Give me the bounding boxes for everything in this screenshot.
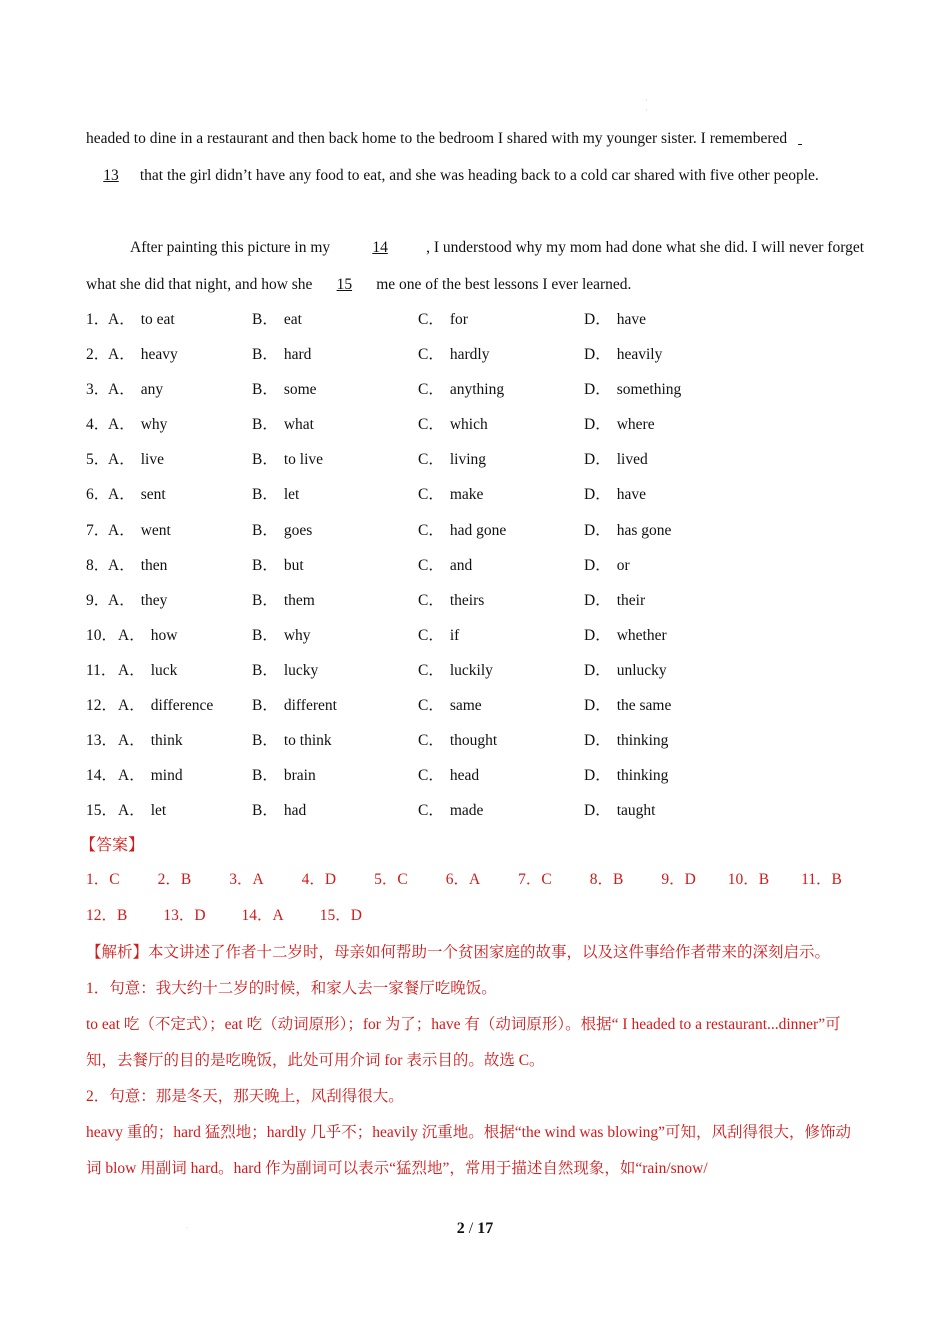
option-text: anything	[449, 381, 505, 399]
option-c	[418, 337, 489, 372]
option-text: luckily	[449, 661, 493, 679]
option-text: what	[283, 416, 314, 434]
option-d	[584, 583, 645, 618]
answer-item: 12．B	[86, 907, 128, 924]
blank-lead	[791, 120, 809, 157]
option-text: let	[283, 486, 300, 504]
option-letter: B．	[252, 346, 278, 364]
question-row	[86, 723, 886, 758]
passage-text: , I understood why my mom had done what she did. I will never forget what she did that night, and how she	[86, 239, 865, 293]
option-text: how	[150, 626, 178, 644]
option-text: the same	[616, 697, 672, 715]
option-text: make	[449, 486, 484, 504]
question-row	[86, 337, 886, 372]
option-a	[108, 407, 167, 442]
explanation-q2-title: 2．句意：那是冬天，那天晚上，风刮得很大。	[86, 1088, 404, 1105]
option-b	[252, 548, 304, 583]
option-text: why	[140, 416, 168, 434]
option-letter: A．	[118, 767, 145, 785]
option-text: for	[449, 311, 468, 328]
answer-item: 11．B	[801, 871, 842, 888]
option-text: heavy	[140, 346, 178, 364]
option-a	[108, 548, 167, 583]
option-text: if	[449, 626, 460, 644]
option-letter: B．	[252, 591, 278, 609]
question-number: 4．	[86, 416, 110, 434]
question-row	[86, 372, 886, 407]
option-letter: D．	[584, 346, 611, 364]
option-text: but	[283, 556, 304, 574]
option-b	[252, 583, 315, 618]
option-text: made	[449, 802, 484, 820]
option-letter: D．	[584, 661, 611, 679]
option-a	[108, 302, 175, 337]
option-letter: C．	[418, 486, 444, 504]
answer-item: 14．A	[241, 907, 284, 924]
option-b	[252, 477, 299, 512]
blank-15: 15	[336, 276, 353, 293]
page-number: 2	[456, 1220, 465, 1237]
option-letter: B．	[252, 521, 278, 539]
option-text: thought	[449, 732, 498, 750]
option-letter: C．	[418, 311, 444, 328]
option-c	[418, 758, 479, 793]
option-d	[584, 477, 646, 512]
option-b	[252, 758, 316, 793]
passage-paragraph-1	[86, 120, 864, 194]
option-letter: D．	[584, 311, 611, 328]
explanation-q2-body: heavy 重的；hard 猛烈地；hardly 几乎不；heavily 沉重地。根据“the wind was blowing”可知，风刮得很大，修饰动词 blow 用副词 hard。hard 作为副词可以表示“猛烈地”，常用于描述自然现象，如“rain/snow/	[86, 1124, 852, 1177]
option-text: difference	[150, 697, 214, 715]
option-text: whether	[616, 626, 667, 644]
option-b	[252, 337, 311, 372]
option-text: had gone	[449, 521, 507, 539]
answer-row-2	[86, 898, 886, 934]
question-number: 2．	[86, 346, 110, 364]
question-row	[86, 618, 886, 653]
option-b	[252, 407, 314, 442]
passage-text: After painting this picture in my	[130, 239, 335, 256]
option-letter: D．	[584, 591, 611, 609]
option-d	[584, 548, 630, 583]
option-d	[584, 407, 655, 442]
option-c	[418, 372, 504, 407]
option-letter: A．	[108, 311, 135, 328]
option-b	[252, 442, 323, 477]
option-text: and	[449, 556, 473, 574]
option-text: sent	[140, 486, 166, 504]
option-text: why	[283, 626, 311, 644]
page-separator: /	[464, 1220, 478, 1237]
question-number: 12．	[86, 697, 118, 715]
option-text: they	[140, 591, 168, 609]
option-text: live	[140, 451, 164, 469]
option-letter: A．	[108, 556, 135, 574]
answer-item: 1．C	[86, 871, 120, 888]
question-list	[86, 302, 886, 828]
option-letter: D．	[584, 556, 611, 574]
option-c	[418, 653, 493, 688]
option-text: them	[283, 591, 315, 609]
passage-text: headed to dine in a restaurant and then back home to the bedroom I shared with my younger sister. I remembered	[86, 130, 792, 147]
explanation	[86, 935, 866, 1187]
option-a	[108, 337, 178, 372]
option-text: their	[616, 591, 646, 609]
option-b	[252, 653, 318, 688]
option-text: luck	[150, 661, 178, 679]
option-letter: B．	[252, 661, 278, 679]
answer-key	[86, 862, 886, 934]
question-number: 9．	[86, 591, 110, 609]
explanation-q1-body: to eat 吃（不定式）；eat 吃（动词原形）；for 为了；have 有（动词原形）。根据“ I headed to a restaurant...dinner”可知，去餐厅的目的是吃晚饭，此处可用介词 for 表示目的。故选 C。	[86, 1016, 841, 1069]
question-number: 11．	[86, 661, 117, 679]
option-letter: C．	[418, 556, 444, 574]
option-text: goes	[283, 521, 313, 539]
option-b	[252, 513, 312, 548]
option-letter: C．	[418, 802, 444, 820]
option-b	[252, 793, 306, 828]
option-letter: D．	[584, 381, 611, 399]
option-text: taught	[616, 802, 656, 820]
option-text: to eat	[140, 311, 175, 328]
option-text: heavily	[616, 346, 663, 364]
question-row	[86, 442, 886, 477]
answer-item: 3．A	[229, 871, 264, 888]
option-c	[418, 688, 482, 723]
explanation-q1-title: 1．句意：我大约十二岁的时候，和家人去一家餐厅吃晚饭。	[86, 980, 497, 997]
option-text: to think	[283, 732, 332, 750]
option-letter: D．	[584, 732, 611, 750]
option-letter: A．	[108, 521, 135, 539]
option-text: different	[283, 697, 337, 715]
option-letter: C．	[418, 381, 444, 399]
option-text: thinking	[616, 732, 669, 750]
option-letter: A．	[108, 591, 135, 609]
option-c	[418, 618, 459, 653]
option-c	[418, 513, 506, 548]
option-d	[584, 758, 668, 793]
option-letter: D．	[584, 802, 611, 820]
option-letter: C．	[418, 767, 444, 785]
option-b	[252, 723, 332, 758]
option-d	[584, 618, 667, 653]
question-row	[86, 758, 886, 793]
option-letter: B．	[252, 767, 278, 785]
option-text: had	[283, 802, 307, 820]
option-text: have	[616, 311, 646, 328]
option-letter: D．	[584, 521, 611, 539]
option-text: living	[449, 451, 487, 469]
page-footer	[0, 1220, 950, 1238]
option-letter: C．	[418, 697, 444, 715]
option-a	[108, 372, 163, 407]
option-c	[418, 583, 484, 618]
option-text: mind	[150, 767, 183, 785]
option-text: some	[283, 381, 317, 399]
option-a	[118, 793, 166, 828]
option-b	[252, 688, 337, 723]
option-c	[418, 302, 468, 337]
question-row	[86, 583, 886, 618]
answer-title: 【答案】	[80, 837, 145, 854]
option-a	[118, 653, 177, 688]
option-letter: C．	[418, 521, 444, 539]
option-letter: D．	[584, 767, 611, 785]
option-b	[252, 302, 302, 337]
option-text: hard	[283, 346, 312, 364]
option-text: something	[616, 381, 682, 399]
option-d	[584, 302, 646, 337]
option-text: let	[150, 802, 167, 820]
option-text: or	[616, 556, 630, 574]
option-letter: C．	[418, 661, 444, 679]
option-a	[108, 442, 164, 477]
option-letter: A．	[118, 732, 145, 750]
option-letter: D．	[584, 451, 611, 469]
option-letter: B．	[252, 626, 278, 644]
option-letter: C．	[418, 451, 444, 469]
answer-item: 6．A	[445, 871, 481, 888]
option-a	[118, 723, 183, 758]
passage-text: that the girl didn’t have any food to eat, and she was heading back to a cold car shared with five other people.	[136, 167, 819, 184]
option-letter: A．	[118, 697, 145, 715]
option-letter: A．	[118, 802, 145, 820]
blank-13: 13	[103, 167, 119, 184]
answer-item: 4．D	[301, 871, 337, 888]
scan-dots: · ·	[645, 96, 648, 115]
option-a	[118, 688, 213, 723]
option-c	[418, 723, 497, 758]
option-text: hardly	[449, 346, 490, 364]
option-letter: A．	[118, 626, 145, 644]
option-letter: B．	[252, 486, 278, 504]
option-c	[418, 477, 483, 512]
explanation-intro: 【解析】本文讲述了作者十二岁时，母亲如何帮助一个贫困家庭的故事，以及这件事给作者带来的深刻启示。	[86, 944, 831, 961]
option-b	[252, 618, 311, 653]
option-text: thinking	[616, 767, 669, 785]
option-text: think	[150, 732, 183, 750]
question-row	[86, 477, 886, 512]
question-row	[86, 653, 886, 688]
option-letter: B．	[252, 381, 278, 399]
option-a	[108, 477, 166, 512]
option-d	[584, 442, 648, 477]
option-text: has gone	[616, 521, 672, 539]
option-d	[584, 513, 671, 548]
option-a	[108, 513, 171, 548]
option-letter: B．	[252, 732, 278, 750]
question-row	[86, 793, 886, 828]
option-letter: B．	[252, 556, 278, 574]
answer-item: 13．D	[163, 907, 206, 924]
answer-item: 15．D	[319, 907, 362, 924]
question-row	[86, 688, 886, 723]
option-text: theirs	[449, 591, 485, 609]
option-d	[584, 337, 662, 372]
option-d	[584, 372, 681, 407]
option-text: lucky	[283, 661, 319, 679]
option-text: head	[449, 767, 480, 785]
option-d	[584, 688, 671, 723]
option-text: lived	[616, 451, 648, 469]
question-number: 10．	[86, 626, 118, 644]
option-letter: B．	[252, 697, 278, 715]
option-letter: C．	[418, 346, 444, 364]
option-c	[418, 548, 472, 583]
option-letter: D．	[584, 626, 611, 644]
question-number: 8．	[86, 556, 110, 574]
question-number: 14．	[86, 767, 118, 785]
option-b	[252, 372, 317, 407]
option-letter: A．	[108, 486, 135, 504]
option-c	[418, 407, 488, 442]
question-row	[86, 513, 886, 548]
option-text: then	[140, 556, 168, 574]
page-total: 17	[477, 1220, 494, 1237]
question-number: 6．	[86, 486, 110, 504]
option-d	[584, 653, 667, 688]
option-text: to live	[283, 451, 324, 469]
option-letter: B．	[252, 311, 278, 328]
question-number: 7．	[86, 521, 110, 539]
question-number: 3．	[86, 381, 110, 399]
option-letter: D．	[584, 697, 611, 715]
answer-item: 10．B	[727, 871, 770, 888]
option-text: eat	[283, 311, 302, 328]
option-d	[584, 793, 655, 828]
option-letter: D．	[584, 416, 611, 434]
option-a	[118, 758, 183, 793]
option-text: went	[140, 521, 171, 539]
option-letter: A．	[108, 416, 135, 434]
option-text: which	[449, 416, 488, 434]
answer-item: 7．C	[518, 871, 552, 888]
option-d	[584, 723, 668, 758]
answer-item: 8．B	[589, 871, 624, 888]
option-a	[108, 583, 167, 618]
question-row	[86, 302, 886, 337]
option-letter: A．	[118, 661, 145, 679]
question-number: 13．	[86, 732, 118, 750]
option-letter: C．	[418, 416, 444, 434]
option-letter: A．	[108, 381, 135, 399]
option-letter: C．	[418, 626, 444, 644]
option-text: have	[616, 486, 646, 504]
option-text: where	[616, 416, 655, 434]
option-text: brain	[283, 767, 316, 785]
passage-text: me one of the best lessons I ever learned.	[372, 276, 632, 293]
scan-mark: ·	[186, 1224, 189, 1232]
question-number: 1．	[86, 311, 110, 328]
option-text: unlucky	[616, 661, 667, 679]
question-row	[86, 548, 886, 583]
answer-item: 2．B	[157, 871, 192, 888]
question-number: 5．	[86, 451, 110, 469]
option-letter: C．	[418, 591, 444, 609]
option-letter: D．	[584, 486, 611, 504]
option-text: any	[140, 381, 164, 399]
option-letter: B．	[252, 802, 278, 820]
option-c	[418, 793, 483, 828]
option-letter: A．	[108, 451, 135, 469]
answer-row-1	[86, 862, 886, 898]
option-a	[118, 618, 177, 653]
option-text: same	[449, 697, 482, 715]
answer-item: 9．D	[661, 871, 696, 888]
passage-paragraph-2	[86, 229, 864, 303]
option-letter: B．	[252, 451, 278, 469]
blank-14: 14	[372, 239, 388, 256]
option-letter: B．	[252, 416, 278, 434]
option-letter: C．	[418, 732, 444, 750]
question-number: 15．	[86, 802, 118, 820]
option-letter: A．	[108, 346, 135, 364]
option-c	[418, 442, 486, 477]
question-row	[86, 407, 886, 442]
answer-item: 5．C	[374, 871, 408, 888]
